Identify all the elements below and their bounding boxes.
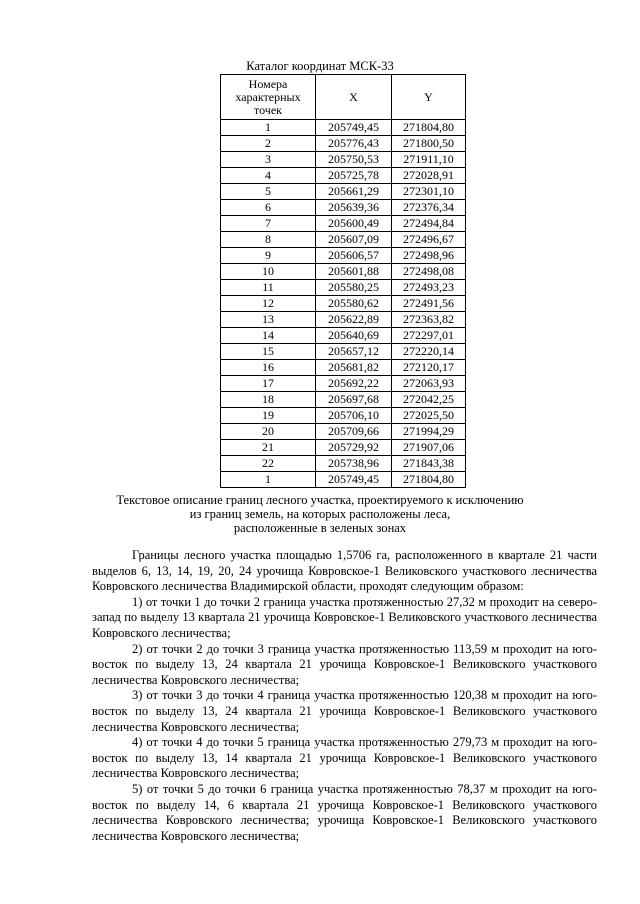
- paragraph-segment-4: 4) от точки 4 до точки 5 граница участка протяженностью 279,73 м проходит на юго-восток по выделу 13, 14 квартала 21 урочища Ковровское-1 Великовского участкового лесничества Ковровского лесничества;: [92, 735, 597, 781]
- table-row: [221, 232, 466, 248]
- x-coordinate-cell: 205639,36: [316, 200, 392, 216]
- paragraph-intro: Границы лесного участка площадью 1,5706 га, расположенного в квартале 21 части выделов 6, 13, 14, 19, 20, 24 урочища Ковровское-1 Великовского участкового лесничества Ковровского лесничества Владимирской области, проходят следующим образом:: [92, 548, 597, 594]
- header-x: X: [316, 75, 392, 120]
- point-number-cell: 14: [221, 328, 316, 344]
- point-number-cell: 8: [221, 232, 316, 248]
- x-coordinate-cell: 205580,25: [316, 280, 392, 296]
- catalog-title: Каталог координат МСК-33: [246, 59, 394, 73]
- point-number-cell: 4: [221, 168, 316, 184]
- point-number-cell: 21: [221, 440, 316, 456]
- description-body: [92, 548, 597, 844]
- x-coordinate-cell: 205749,45: [316, 120, 392, 136]
- table-row: [221, 456, 466, 472]
- y-coordinate-cell: 272120,17: [392, 360, 466, 376]
- heading-line: Текстовое описание границ лесного участка, проектируемого к исключению: [116, 493, 524, 507]
- point-number-cell: 5: [221, 184, 316, 200]
- paragraph-segment-2: 2) от точки 2 до точки 3 граница участка протяженностью 113,59 м проходит на юго-восток по выделу 13, 24 квартала 21 урочища Ковровское-1 Великовского участкового лесничества Ковровского лесничества;: [92, 641, 597, 687]
- table-row: [221, 328, 466, 344]
- y-coordinate-cell: 272025,50: [392, 408, 466, 424]
- x-coordinate-cell: 205697,68: [316, 392, 392, 408]
- point-number-cell: 7: [221, 216, 316, 232]
- x-coordinate-cell: 205606,57: [316, 248, 392, 264]
- y-coordinate-cell: 272220,14: [392, 344, 466, 360]
- table-row: [221, 280, 466, 296]
- table-row: [221, 424, 466, 440]
- point-number-cell: 9: [221, 248, 316, 264]
- table-row: [221, 216, 466, 232]
- header-points-line: Номера: [248, 76, 288, 91]
- table-row: [221, 168, 466, 184]
- paragraph-segment-5: 5) от точки 5 до точки 6 граница участка протяженностью 78,37 м проходит на юго-восток по выделу 14, 6 квартала 21 урочища Ковровское-1 Великовского участкового лесничества Ковровского лесничества; урочища Ковровское-1 Великовского участкового лесничества Ковровского лесничества;: [92, 781, 597, 843]
- table-row: [221, 264, 466, 280]
- x-coordinate-cell: 205750,53: [316, 152, 392, 168]
- coordinates-table-body: [221, 120, 466, 488]
- table-row: [221, 376, 466, 392]
- point-number-cell: 16: [221, 360, 316, 376]
- table-row: [221, 392, 466, 408]
- table-row: [221, 200, 466, 216]
- y-coordinate-cell: 271843,38: [392, 456, 466, 472]
- point-number-cell: 1: [221, 120, 316, 136]
- heading-line: расположенные в зеленых зонах: [233, 521, 407, 535]
- x-coordinate-cell: 205681,82: [316, 360, 392, 376]
- x-coordinate-cell: 205706,10: [316, 408, 392, 424]
- x-coordinate-cell: 205600,49: [316, 216, 392, 232]
- y-coordinate-cell: 271911,10: [392, 152, 466, 168]
- table-row: [221, 136, 466, 152]
- header-points-line: характерных: [235, 89, 301, 104]
- header-points-line: точек: [254, 102, 282, 117]
- y-coordinate-cell: 272301,10: [392, 184, 466, 200]
- y-coordinate-cell: 272498,96: [392, 248, 466, 264]
- point-number-cell: 1: [221, 472, 316, 488]
- x-coordinate-cell: 205640,69: [316, 328, 392, 344]
- point-number-cell: 15: [221, 344, 316, 360]
- x-coordinate-cell: 205749,45: [316, 472, 392, 488]
- table-row: [221, 408, 466, 424]
- y-coordinate-cell: 272496,67: [392, 232, 466, 248]
- point-number-cell: 20: [221, 424, 316, 440]
- x-coordinate-cell: 205622,89: [316, 312, 392, 328]
- y-coordinate-cell: 271804,80: [392, 120, 466, 136]
- description-heading: [100, 493, 540, 535]
- x-coordinate-cell: 205729,92: [316, 440, 392, 456]
- paragraph-segment-1: 1) от точки 1 до точки 2 граница участка протяженностью 27,32 м проходит на северо-запад по выделу 13 квартала 21 урочища Ковровское-1 Великовского участкового лесничества Ковровского лесничества;: [92, 594, 597, 640]
- x-coordinate-cell: 205661,29: [316, 184, 392, 200]
- x-coordinate-cell: 205776,43: [316, 136, 392, 152]
- table-row: [221, 296, 466, 312]
- point-number-cell: 18: [221, 392, 316, 408]
- y-coordinate-cell: 271994,29: [392, 424, 466, 440]
- point-number-cell: 17: [221, 376, 316, 392]
- point-number-cell: 12: [221, 296, 316, 312]
- point-number-cell: 22: [221, 456, 316, 472]
- y-coordinate-cell: 272494,84: [392, 216, 466, 232]
- point-number-cell: 19: [221, 408, 316, 424]
- y-coordinate-cell: 271804,80: [392, 472, 466, 488]
- x-coordinate-cell: 205738,96: [316, 456, 392, 472]
- coordinates-table: [220, 74, 466, 488]
- heading-line: из границ земель, на которых расположены леса,: [189, 507, 451, 521]
- point-number-cell: 6: [221, 200, 316, 216]
- y-coordinate-cell: 272028,91: [392, 168, 466, 184]
- y-coordinate-cell: 272498,08: [392, 264, 466, 280]
- table-row: [221, 360, 466, 376]
- point-number-cell: 2: [221, 136, 316, 152]
- table-row: [221, 248, 466, 264]
- y-coordinate-cell: 271907,06: [392, 440, 466, 456]
- x-coordinate-cell: 205725,78: [316, 168, 392, 184]
- table-row: [221, 312, 466, 328]
- point-number-cell: 3: [221, 152, 316, 168]
- y-coordinate-cell: 272042,25: [392, 392, 466, 408]
- header-point-numbers: [221, 75, 316, 120]
- y-coordinate-cell: 272376,34: [392, 200, 466, 216]
- table-row: [221, 120, 466, 136]
- table-row: [221, 344, 466, 360]
- x-coordinate-cell: 205580,62: [316, 296, 392, 312]
- x-coordinate-cell: 205692,22: [316, 376, 392, 392]
- y-coordinate-cell: 272493,23: [392, 280, 466, 296]
- point-number-cell: 10: [221, 264, 316, 280]
- y-coordinate-cell: 271800,50: [392, 136, 466, 152]
- x-coordinate-cell: 205601,88: [316, 264, 392, 280]
- point-number-cell: 13: [221, 312, 316, 328]
- table-row: [221, 440, 466, 456]
- y-coordinate-cell: 272063,93: [392, 376, 466, 392]
- paragraph-segment-3: 3) от точки 3 до точки 4 граница участка протяженностью 120,38 м проходит на юго-восток по выделу 13, 24 квартала 21 урочища Ковровское-1 Великовского участкового лесничества Ковровского лесничества;: [92, 688, 597, 734]
- y-coordinate-cell: 272363,82: [392, 312, 466, 328]
- x-coordinate-cell: 205657,12: [316, 344, 392, 360]
- table-header-row: [221, 75, 466, 120]
- point-number-cell: 11: [221, 280, 316, 296]
- x-coordinate-cell: 205607,09: [316, 232, 392, 248]
- table-row: [221, 152, 466, 168]
- header-y: Y: [392, 75, 466, 120]
- table-row: [221, 472, 466, 488]
- y-coordinate-cell: 272491,56: [392, 296, 466, 312]
- table-row: [221, 184, 466, 200]
- x-coordinate-cell: 205709,66: [316, 424, 392, 440]
- y-coordinate-cell: 272297,01: [392, 328, 466, 344]
